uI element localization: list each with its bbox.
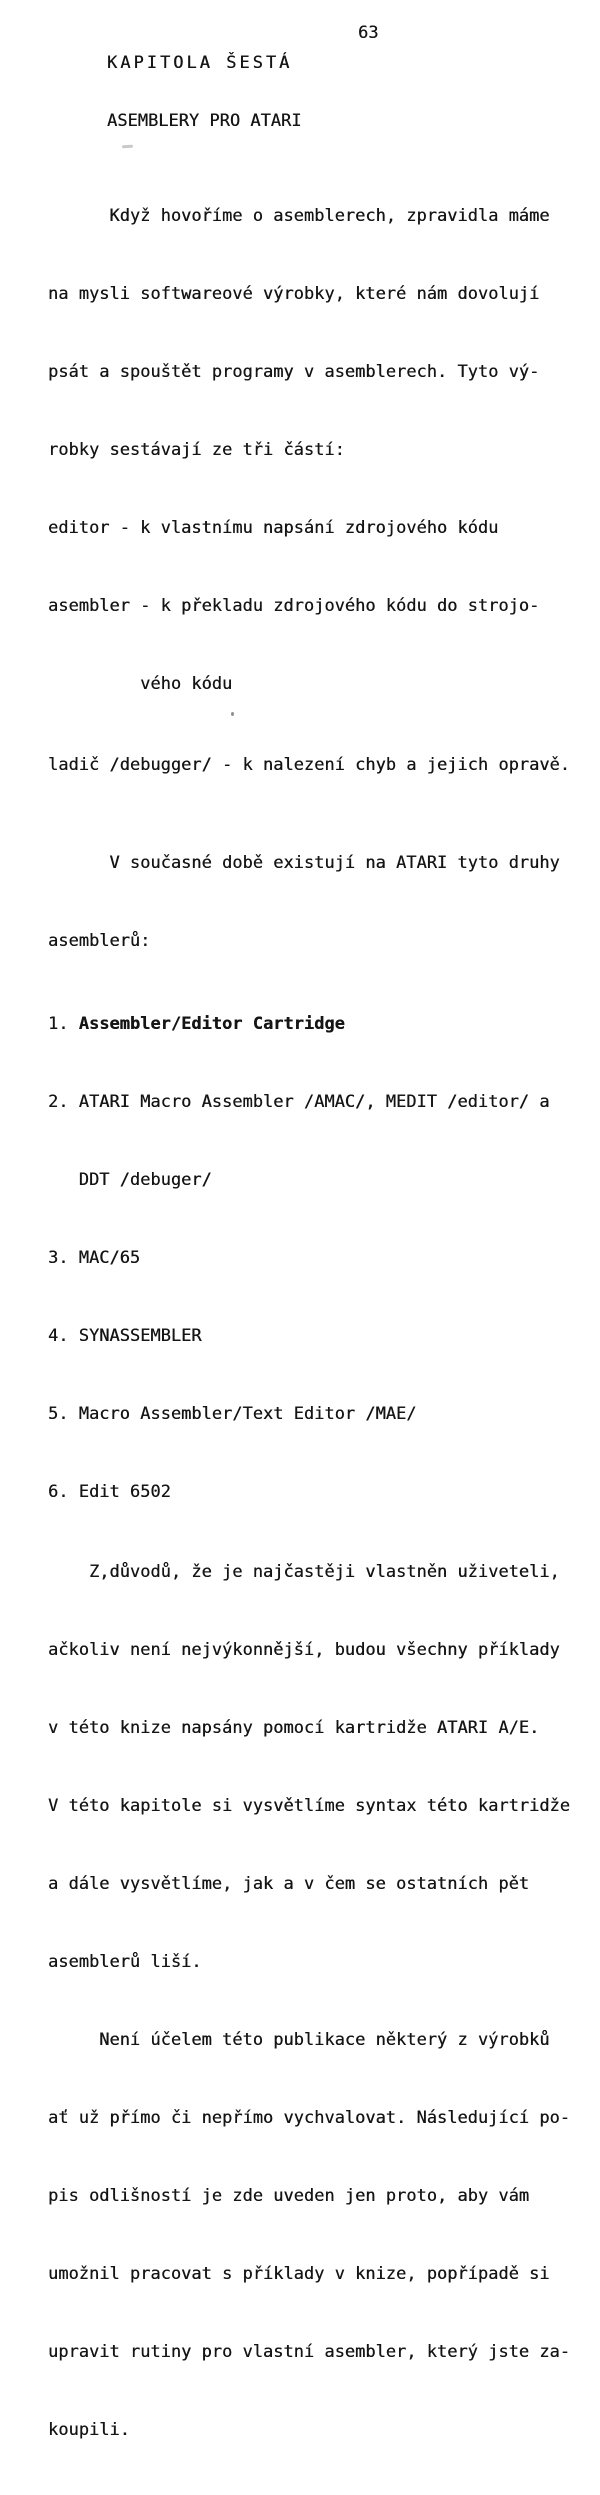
list-item-6: 6. Edit 6502 [48,1482,171,1502]
body-text [48,151,570,2495]
text-line: na mysli softwareové výrobky, které nám dovolují [48,284,540,304]
text-line: V současné době existují na ATARI tyto druhy [48,853,560,873]
chapter-heading: KAPITOLA ŠESTÁ [107,53,293,73]
text-line: ať už přímo či nepřímo vychvalovat. Následující po- [48,2108,570,2128]
list-item-2-cont: DDT /debuger/ [48,1170,212,1190]
text-line: umožnil pracovat s příklady v knize, popřípadě si [48,2264,550,2284]
text-line: V této kapitole si vysvětlíme syntax této kartridže [48,1796,570,1816]
list-item-1 [48,1011,570,1037]
text-line: asemblerů: [48,931,151,951]
text-line: a dále vysvětlíme, jak a v čem se ostatních pět [48,1874,530,1894]
text-line: Když hovoříme o asemblerech, zpravidla máme [48,206,550,226]
list-item-2: 2. ATARI Macro Assembler /AMAC/, MEDIT /editor/ a [48,1092,550,1112]
list-item-4: 4. SYNASSEMBLER [48,1326,202,1346]
text-line: asemblerů liší. [48,1952,202,1972]
scan-speck [122,145,133,149]
list-item-5: 5. Macro Assembler/Text Editor /MAE/ [48,1404,417,1424]
text-line: pis odlišností je zde uveden jen proto, aby vám [48,2186,530,2206]
text-line: vého kódu [48,674,233,694]
list-item-3: 3. MAC/65 [48,1248,141,1268]
page-number: 63 [358,23,379,43]
list-item-1-title: Assembler/Editor Cartridge [78,1014,345,1034]
text-line-asembler: asembler - k překladu zdrojového kódu do strojo- [48,596,540,616]
text-line: v této knize napsány pomocí kartridže ATARI A/E. [48,1718,540,1738]
text-line: koupili. [48,2420,130,2440]
text-line: psát a spouštět programy v asemblerech. Tyto vý- [48,362,540,382]
text-line: upravit rutiny pro vlastní asembler, který jste za- [48,2342,570,2362]
text-line: robky sestávají ze tři částí: [48,440,345,460]
text-line: ačkoliv není nejvýkonnější, budou všechny příklady [48,1640,560,1660]
list-item-1-number: 1. [48,1014,79,1034]
section-heading: ASEMBLERY PRO ATARI [107,111,302,131]
text-line: Z,důvodů, že je najčastěji vlastněn uživeteli, [48,1562,560,1582]
text-line-editor: editor - k vlastnímu napsání zdrojového kódu [48,518,499,538]
scan-speck [231,712,234,716]
text-line-ladic: ladič /debugger/ - k nalezení chyb a jejich opravě. [48,755,570,775]
text-line: Není účelem této publikace některý z výrobků [48,2030,550,2050]
